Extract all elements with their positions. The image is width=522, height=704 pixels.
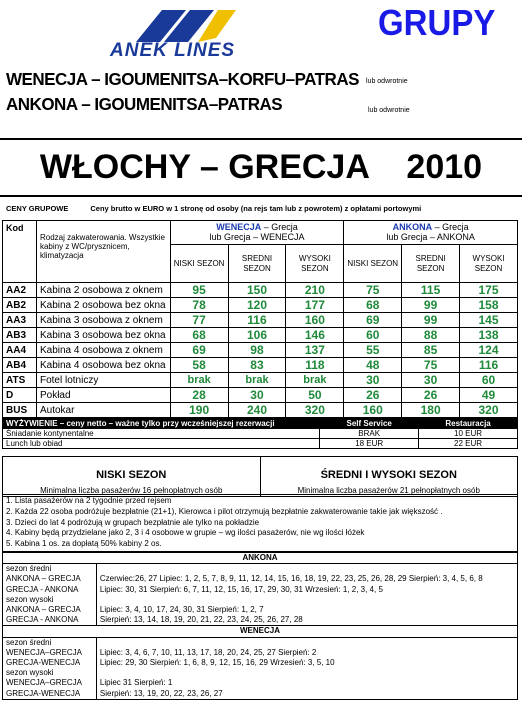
price-caption [6, 204, 421, 213]
season-header: SREDNI SEZON [228, 245, 286, 283]
meal-rest-price: 22 EUR [419, 439, 518, 449]
note-item: 3. Dzieci do lat 4 podróżują w grupach bezpłatnie ale tylko na pokładzie [6, 517, 260, 527]
price-cell: 99 [402, 313, 460, 328]
price-cell: 180 [402, 403, 460, 418]
price-label: CENY GRUPOWE [6, 204, 69, 213]
price-cell: 177 [286, 298, 344, 313]
price-row [3, 403, 518, 418]
price-row [3, 388, 518, 403]
price-cell: 150 [228, 283, 286, 298]
price-cell: 68 [344, 298, 402, 313]
price-cell: 124 [460, 343, 518, 358]
price-cell: 190 [170, 403, 228, 418]
price-cell: 49 [460, 388, 518, 403]
cabin-code: BUS [3, 403, 37, 418]
price-cell: 240 [228, 403, 286, 418]
divider [0, 138, 522, 140]
low-season-min: Minimalna liczba pasażerów 16 pełnopłatnych osób [3, 485, 261, 497]
schedule-table [2, 552, 518, 700]
cabin-description: Fotel lotniczy [36, 373, 170, 388]
price-cell: 106 [228, 328, 286, 343]
price-row [3, 328, 518, 343]
price-cell: brak [228, 373, 286, 388]
cabin-description: Pokład [36, 388, 170, 403]
note-item: 5. Kabina 1 os. za dopłatą 50% kabiny 2 os. [6, 539, 162, 549]
price-cell: 75 [344, 283, 402, 298]
price-cell: 26 [344, 388, 402, 403]
group-ankona: ANKONA – Grecja lub Grecja – ANKONA [344, 221, 518, 245]
meals-table [2, 418, 518, 449]
price-table [2, 220, 518, 418]
price-cell: 95 [170, 283, 228, 298]
price-cell: 98 [228, 343, 286, 358]
cabin-description: Kabina 2 osobowa bez okna [36, 298, 170, 313]
meal-self-price: BRAK [320, 429, 419, 439]
price-cell: 60 [344, 328, 402, 343]
price-cell: 30 [402, 373, 460, 388]
notes-list [2, 494, 518, 552]
price-cell: 116 [460, 358, 518, 373]
price-cell: brak [170, 373, 228, 388]
price-cell: 99 [402, 298, 460, 313]
route-title-wenecja: WENECJA – IGOUMENITSA–KORFU–PATRAS [6, 69, 359, 90]
page-title: WŁOCHY – GRECJA 2010 [39, 148, 483, 186]
price-cell: 137 [286, 343, 344, 358]
col-self-service: Self Service [320, 419, 419, 429]
meal-rest-price: 10 EUR [419, 429, 518, 439]
col-kod: Kod [3, 221, 37, 283]
price-cell: 320 [286, 403, 344, 418]
schedule-wenecja-dates: Lipiec: 3, 4, 6, 7, 10, 11, 13, 17, 18, 20, 24, 25, 27 Sierpień: 2 Lipiec: 29, 30 Sierpień: 1, 6, 8, 9, 12, 15, 16, 29 Wrzesień: 3, 5, 10 Lipiec 31 Sierpień: 1 Sierpień: 13, 19, 20, 22, 23, 26, 27 [96, 637, 517, 699]
meal-name: Śniadanie kontynentalne [3, 429, 320, 439]
price-row [3, 298, 518, 313]
route-note: lub odwrotnie [366, 78, 408, 85]
meals-title: WYŻYWIENIE – ceny netto – ważne tylko przy wcześniejszej rezerwacji [3, 419, 320, 429]
price-cell: 60 [460, 373, 518, 388]
season-header: NISKI SEZON [344, 245, 402, 283]
price-cell: 145 [460, 313, 518, 328]
low-season-title: NISKI SEZON [3, 457, 261, 485]
note-item: 1. Lista pasażerów na 2 tygodnie przed rejsem [6, 496, 172, 505]
col-rodzaj: Rodzaj zakwaterowania. Wszystkie kabiny z WC/prysznicem, klimatyzacja [36, 221, 170, 283]
cabin-code: AB2 [3, 298, 37, 313]
price-cell: 69 [170, 343, 228, 358]
price-cell: 160 [286, 313, 344, 328]
price-cell: 50 [286, 388, 344, 403]
cabin-description: Kabina 3 osobowa bez okna [36, 328, 170, 343]
cabin-description: Kabina 4 osobowa z oknem [36, 343, 170, 358]
season-header: NISKI SEZON [170, 245, 228, 283]
cabin-code: ATS [3, 373, 37, 388]
meal-name: Lunch lub obiad [3, 439, 320, 449]
note-item: 4. Kabiny będą przydzielane jako 2, 3 i 4 osobowe w grupie – wg ilości pasażerów, nie wg ilości łóżek [6, 528, 365, 538]
price-cell: 210 [286, 283, 344, 298]
price-cell: 138 [460, 328, 518, 343]
cabin-code: AA3 [3, 313, 37, 328]
high-season-title: ŚREDNI I WYSOKI SEZON [260, 457, 518, 485]
cabin-code: AA4 [3, 343, 37, 358]
price-row [3, 373, 518, 388]
cabin-description: Kabina 2 osobowa z oknem [36, 283, 170, 298]
price-cell: 28 [170, 388, 228, 403]
price-cell: 116 [228, 313, 286, 328]
cabin-code: AA2 [3, 283, 37, 298]
price-cell: 30 [344, 373, 402, 388]
price-cell: 175 [460, 283, 518, 298]
divider [0, 195, 522, 197]
meal-self-price: 18 EUR [320, 439, 419, 449]
price-cell: 48 [344, 358, 402, 373]
high-season-min: Minimalna liczba pasażerów 21 pełnopłatnych osób [260, 485, 518, 497]
price-cell: 58 [170, 358, 228, 373]
schedule-wenecja-labels: sezon średni WENECJA–GRECJA GRECJA-WENECJA sezon wysoki WENECJA–GRECJA GRECJA-WENECJA [3, 637, 97, 699]
season-header: WYSOKI SEZON [286, 245, 344, 283]
price-cell: 160 [344, 403, 402, 418]
cabin-code: D [3, 388, 37, 403]
schedule-ankona-labels: sezon średni ANKONA – GRECJA GRECJA - ANKONA sezon wysoki ANKONA – GRECJA GRECJA - ANKONA [3, 564, 97, 626]
price-row [3, 358, 518, 373]
cabin-code: AB3 [3, 328, 37, 343]
price-row [3, 343, 518, 358]
price-cell: 120 [228, 298, 286, 313]
price-cell: 30 [228, 388, 286, 403]
price-cell: 85 [402, 343, 460, 358]
price-cell: 158 [460, 298, 518, 313]
price-cell: brak [286, 373, 344, 388]
price-row [3, 283, 518, 298]
route-title-ankona: ANKONA – IGOUMENITSA–PATRAS [6, 94, 283, 115]
col-restaurant: Restauracja [419, 419, 518, 429]
cabin-description: Kabina 4 osobowa bez okna [36, 358, 170, 373]
note-item: 2. Każda 22 osoba podróżuje bezpłatnie (21+1), Kierowca i pilot otrzymują bezpłatnie zakwaterowanie takie jak większość . [6, 506, 443, 516]
schedule-ankona-dates: Czerwiec:26, 27 Lipiec: 1, 2, 5, 7, 8, 9, 11, 12, 14, 15, 16, 18, 19, 22, 23, 25, 26, 28, 29 Sierpień: 3, 4, 5, 6, 8 Lipiec: 30, 31 Sierpień: 6, 7, 11, 12, 15, 16, 17, 29, 30, 31 Wrzesień: 1, 2, 3, 4, 5 Lipiec: 3, 4, 10, 17, 24, 30, 31 Sierpień: 1, 2, 7 Sierpień: 13, 14, 18, 19, 20, 21, 22, 23, 24, 25, 26, 27, 28 [96, 564, 517, 626]
price-description: Ceny brutto w EURO w 1 stronę od osoby (na rejs tam lub z powrotem) z opłatami portowymi [90, 204, 422, 213]
price-cell: 320 [460, 403, 518, 418]
cabin-description: Kabina 3 osobowa z oknem [36, 313, 170, 328]
price-cell: 118 [286, 358, 344, 373]
category-title: GRUPY [378, 2, 496, 43]
route-note: lub odwrotnie [368, 107, 410, 114]
price-cell: 69 [344, 313, 402, 328]
price-cell: 26 [402, 388, 460, 403]
price-cell: 77 [170, 313, 228, 328]
price-cell: 55 [344, 343, 402, 358]
price-row [3, 313, 518, 328]
price-cell: 146 [286, 328, 344, 343]
season-minimums [2, 456, 518, 497]
cabin-code: AB4 [3, 358, 37, 373]
price-cell: 83 [228, 358, 286, 373]
price-cell: 88 [402, 328, 460, 343]
season-header: WYSOKI SEZON [460, 245, 518, 283]
cabin-description: Autokar [36, 403, 170, 418]
price-cell: 115 [402, 283, 460, 298]
price-cell: 68 [170, 328, 228, 343]
schedule-wenecja-title: WENECJA [3, 626, 518, 637]
price-cell: 75 [402, 358, 460, 373]
group-wenecja: WENECJA – Grecja lub Grecja – WENECJA [170, 221, 344, 245]
season-header: SREDNI SEZON [402, 245, 460, 283]
price-cell: 78 [170, 298, 228, 313]
schedule-ankona-title: ANKONA [3, 553, 518, 564]
brand-name: ANEK LINES [110, 40, 236, 61]
